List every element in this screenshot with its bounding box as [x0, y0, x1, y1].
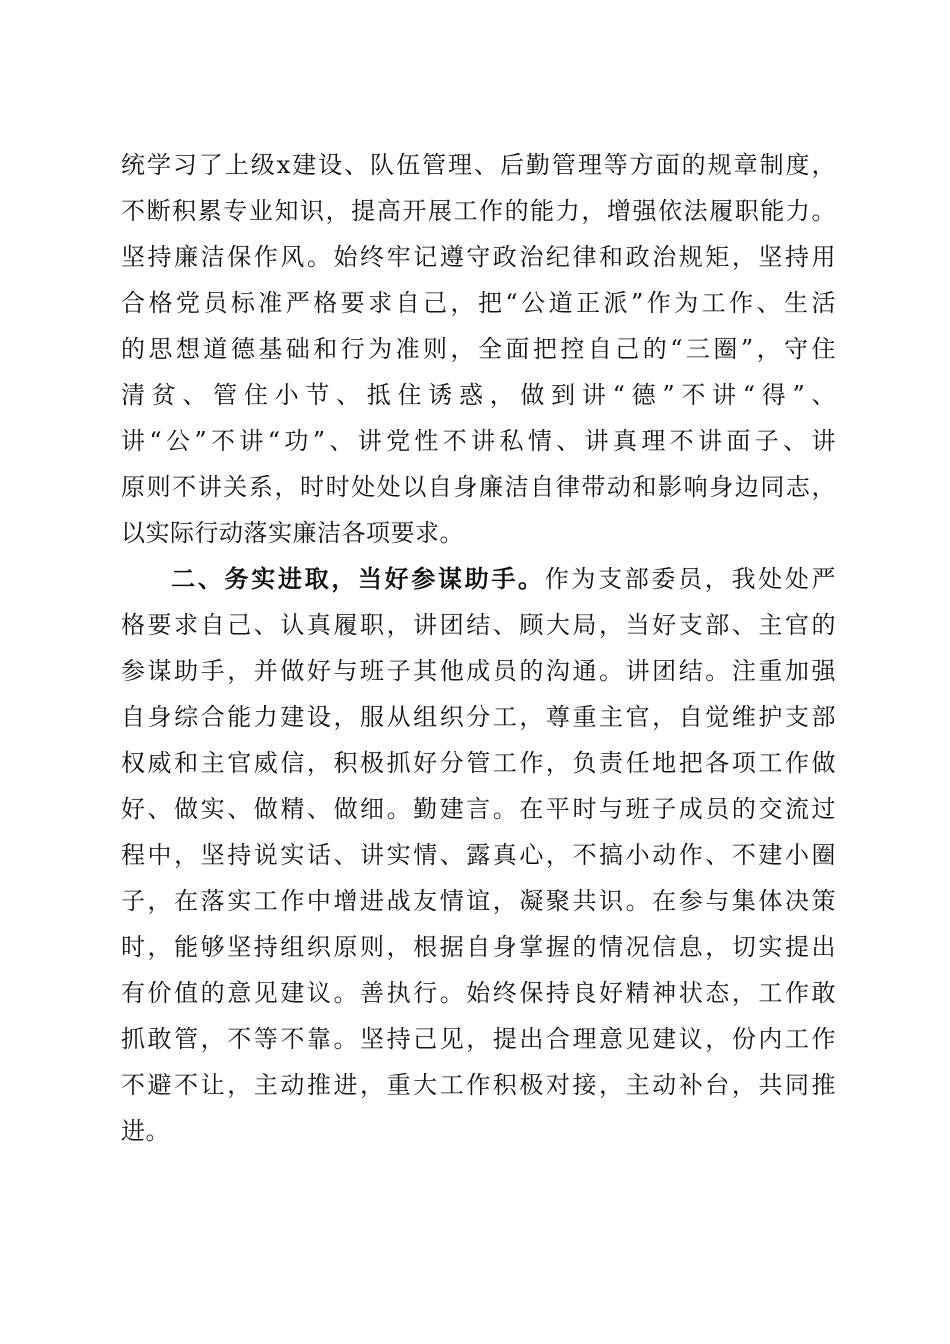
section-2-first-line — [121, 559, 836, 599]
body-text-line: 参谋助手，并做好与班子其他成员的沟通。讲团结。注重加强 — [121, 657, 836, 685]
body-text-line: 清贫、管住小节、抵住诱惑，做到讲“德”不讲“得”、 — [121, 381, 836, 409]
body-text-line: 坚持廉洁保作风。始终牢记遵守政治纪律和政治规矩，坚持用 — [121, 243, 836, 271]
body-text-fragment: 作为支部委员，我处处严 — [544, 565, 837, 593]
body-text-line: 时，能够坚持组织原则，根据自身掌握的情况信息，切实提出 — [121, 933, 836, 961]
body-text-line: 程中，坚持说实话、讲实情、露真心，不搞小动作、不建小圈 — [121, 841, 836, 869]
body-text-line: 不断积累专业知识，提高开展工作的能力，增强依法履职能力。 — [121, 197, 836, 225]
body-text-line: 自身综合能力建设，服从组织分工，尊重主官，自觉维护支部 — [121, 703, 836, 731]
body-text-line: 好、做实、做精、做细。勤建言。在平时与班子成员的交流过 — [121, 795, 836, 823]
body-text-line: 的思想道德基础和行为准则，全面把控自己的“三圈”，守住 — [121, 335, 836, 363]
body-text-line: 讲“公”不讲“功”、讲党性不讲私情、讲真理不讲面子、讲 — [121, 427, 836, 455]
body-text-line: 子，在落实工作中增进战友情谊，凝聚共识。在参与集体决策 — [121, 887, 836, 915]
body-text-line: 权威和主官威信，积极抓好分管工作，负责任地把各项工作做 — [121, 749, 836, 777]
section-2-heading: 二、务实进取，当好参谋助手。 — [169, 565, 545, 593]
body-text-line: 抓敢管，不等不靠。坚持己见，提出合理意见建议，份内工作 — [121, 1025, 836, 1053]
body-text-line: 合格党员标准严格要求自己，把“公道正派”作为工作、生活 — [121, 289, 836, 317]
body-text-line: 有价值的意见建议。善执行。始终保持良好精神状态，工作敢 — [121, 979, 836, 1007]
body-text-line: 统学习了上级x建设、队伍管理、后勤管理等方面的规章制度， — [121, 151, 836, 179]
body-text-line: 不避不让，主动推进，重大工作积极对接，主动补台，共同推 — [121, 1071, 836, 1099]
body-text-line: 原则不讲关系，时时处处以自身廉洁自律带动和影响身边同志， — [121, 473, 836, 501]
body-text-line: 进。 — [121, 1117, 170, 1145]
body-text-line: 格要求自己、认真履职，讲团结、顾大局，当好支部、主官的 — [121, 611, 836, 639]
body-text-line: 以实际行动落实廉洁各项要求。 — [121, 519, 464, 547]
